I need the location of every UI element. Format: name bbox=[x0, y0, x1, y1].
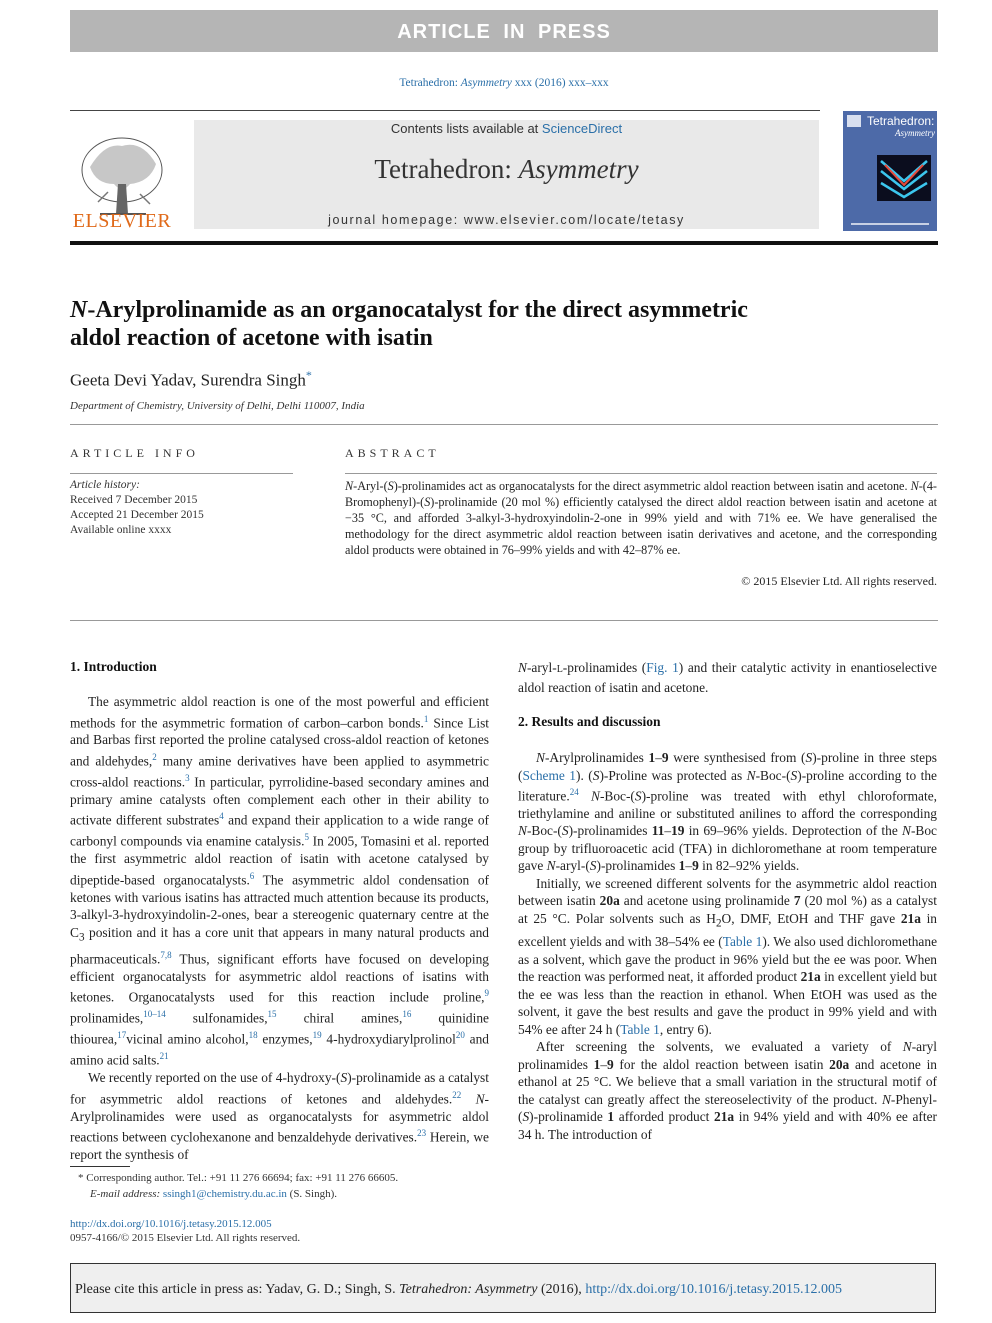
author-list: Geeta Devi Yadav, Surendra Singh* bbox=[70, 368, 312, 390]
results-body: N-Arylprolinamides 1–9 were synthesised from (S)-proline in three steps (Scheme 1). (S)-Proline was protected as N-Boc-(S)-proline according to the literature.$^{24}$ N-Boc-(S)-proline was treated with ethyl chloroformate, triethylamine and aniline or substituted anilines to afford the corresponding N-Boc-(S)-prolinamides 11–19 in 69–96% yields. Deprotection of the N-Boc group by trifluoroacetic acid (TFA) in dichloromethane at room temperature gave N-aryl-(S)-prolinamides 1–9 in 82–92% yields. Initially, we screened different solvents for the asymmetric aldol reaction between isatin 20a and acetone using prolinamide 7 (20 mol %) as a catalyst at 25 °C. Polar solvents such as $H_2O$, DMF, EtOH and THF gave 21a in excellent yields and with 38–54% ee (Table 1). We also used dichloromethane as a solvent, which gave the product in 96% yield but the ee was poor. When the reaction was performed neat, it afforded product 21a in excellent yield but the ee was less than the reaction in ethanol. When EtOH was used as the solvent, it gave the best results and gave the product in 99% yield and with 54% ee after 24 h (Table 1, entry 6). After screening the solvents, we evaluated a variety of N-aryl prolinamides 1–9 for the aldol reaction between isatin 20a and acetone in ethanol at 25 °C. We believe that a small variation in the structural motif of the catalyst can greatly affect the stereoselectivity of the product. N-Phenyl-(S)-prolinamide 1 afforded product 21a in 94% yield and with 40% ee after 34 h. The introduction of bbox=[518, 750, 938, 1142]
header-rule bbox=[70, 110, 820, 111]
article-in-press-banner: ARTICLE IN PRESS bbox=[70, 10, 938, 52]
footnote-rule bbox=[70, 1166, 130, 1167]
sciencedirect-link[interactable]: ScienceDirect bbox=[541, 121, 623, 136]
citation-doi-link[interactable]: http://dx.doi.org/10.1016/j.tetasy.2015.12.005 bbox=[585, 1282, 842, 1297]
contents-line: Contents lists available at ScienceDirect bbox=[390, 121, 623, 136]
citation-box: Please cite this article in press as: Yadav, G. D.; Singh, S. Tetrahedron: Asymmetry (2016), http://dx.doi.org/10.1016/j.tetasy.2015.12.005 bbox=[70, 1263, 936, 1313]
abstract-copyright: © 2015 Elsevier Ltd. All rights reserved. bbox=[741, 574, 937, 588]
results-heading: 2. Results and discussion bbox=[518, 714, 661, 729]
scheme1-link[interactable]: Scheme 1 bbox=[522, 767, 577, 783]
fig1-link[interactable]: Fig. 1 bbox=[646, 660, 679, 675]
email-footnote: E-mail address: ssingh1@chemistry.du.ac.in (S. Singh). bbox=[90, 1188, 338, 1200]
elsevier-wordmark: ELSEVIER bbox=[72, 210, 172, 232]
issn-line: 0957-4166/© 2015 Elsevier Ltd. All rights reserved. bbox=[70, 1232, 301, 1244]
article-title: N-Arylprolinamide as an organocatalyst for the direct asymmetric aldol reaction of acetone with isatin bbox=[70, 297, 748, 351]
doi-link[interactable]: http://dx.doi.org/10.1016/j.tetasy.2015.12.005 bbox=[70, 1218, 272, 1230]
abstract-bottom-rule bbox=[70, 620, 938, 621]
masthead-thick-rule bbox=[70, 241, 938, 245]
table1-link[interactable]: Table 1 bbox=[722, 934, 763, 950]
article-info-rule bbox=[70, 473, 293, 474]
abstract-text: N-Aryl-(S)-prolinamides act as organocatalysts for the direct asymmetric aldol reaction between isatin and acetone. N-(4-Bromophenyl)-(S)-prolinamide (20 mol %) efficiently catalysed the direct aldol reaction between isatin and acetone at −35 °C, and afforded 3-alkyl-3-hydroxyindolin-2-one in 99% yield and with 71% ee. We have generalised the methodology for the direct asymmetric aldol reaction between isatin derivatives and acetone, and the corresponding aldol products were obtained in 76–99% yields and with 42–87% ee. bbox=[345, 479, 937, 557]
homepage-link[interactable]: www.elsevier.com/locate/tetasy bbox=[463, 213, 685, 227]
intro-continued: N-aryl-L-prolinamides (Fig. 1) and their catalytic activity in enantioselective aldol reaction of isatin and acetone. bbox=[518, 660, 937, 695]
info-top-rule bbox=[70, 424, 938, 425]
journal-cover-thumbnail: Tetrahedron: Asymmetry bbox=[843, 111, 937, 231]
journal-title: Tetrahedron: Asymmetry bbox=[374, 154, 639, 184]
journal-reference: Tetrahedron: Asymmetry xxx (2016) xxx–xxx bbox=[399, 77, 609, 89]
corresponding-footnote: * Corresponding author. Tel.: +91 11 276 66694; fax: +91 11 276 66605. bbox=[78, 1172, 399, 1184]
author-email-link[interactable]: ssingh1@chemistry.du.ac.in bbox=[162, 1188, 287, 1200]
abstract-heading: ABSTRACT bbox=[345, 446, 440, 460]
affiliation: Department of Chemistry, University of Delhi, Delhi 110007, India bbox=[70, 400, 365, 412]
cover-art-icon bbox=[877, 155, 931, 201]
article-info-heading: ARTICLE INFO bbox=[70, 446, 199, 460]
corresponding-author-mark[interactable]: * bbox=[305, 368, 312, 382]
journal-homepage: journal homepage: www.elsevier.com/locate/tetasy bbox=[328, 213, 685, 227]
intro-body: The asymmetric aldol reaction is one of the most powerful and efficient methods for the asymmetric formation of carbon–carbon bonds.$^1$ Since List and Barbas first reported the proline catalysed cross-aldol reaction of ketones and aldehydes,$^2$ many amine derivatives have been applied to asymmetric cross-aldol reactions.$^3$ In particular, pyrrolidine-based secondary amines and primary amine catalysts often complement each other in their ability to activate different substrates$^4$ and expand their application to a wide range of carbonyl compounds via enamine catalysis.$^5$ In 2005, Tomasini et al. reported the first asymmetric aldol reaction of isatin with acetone catalysed by dipeptide-based organocatalysts.$^6$ The asymmetric aldol condensation of ketones with various isatins has attracted much attention because its products, 3-alkyl-3-hydroxyindolin-2-ones, bear a stereogenic quaternary centre at the $C_3$ position and it has a core unit that appears in many natural products and pharmaceuticals.$^{7,8}$ Thus, significant efforts have focused on developing efficient organocatalysts for asymmetric aldol reactions of isatins with ketones. Organocatalysts used for this reaction include proline,$^9$ prolinamides,$^{10-14}$ sulfonamides,$^{15}$ chiral amines,$^{16}$ quinidine thiourea,$^{17}$vicinal amino alcohol,$^{18}$ enzymes,$^{19}$ 4-hydroxydiarylprolinol$^{20}$ and amino acid salts.$^{21}$ We recently reported on the use of 4-hydroxy-(S)-prolinamide as a catalyst for asymmetric aldol reactions of ketones and aldehydes.$^{22}$ N-Arylprolinamides were used as organocatalysts for asymmetric aldol reactions between cyclohexanone and benzaldehyde derivatives.$^{23}$ Herein, we report the synthesis of bbox=[70, 694, 490, 1163]
article-history: Article history: Received 7 December 2015 Accepted 21 December 2015 Available online xxxx bbox=[70, 479, 204, 536]
intro-heading: 1. Introduction bbox=[70, 659, 157, 674]
abstract-rule bbox=[345, 473, 937, 474]
table1-entry-link[interactable]: Table 1 bbox=[620, 1021, 660, 1037]
